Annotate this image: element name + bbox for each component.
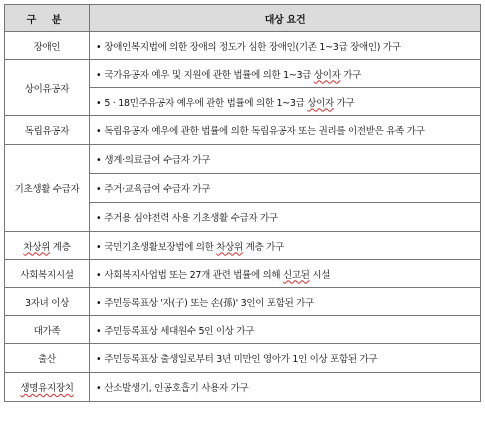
row-description: • 주민등록표상 '자(子) 또는 손(孫)' 3인이 포함된 가구 [90, 288, 481, 316]
row-description: • 주거·교육급여 수급자 가구 [90, 174, 481, 203]
row-description: • 생계·의료급여 수급자 가구 [90, 145, 481, 174]
row-category: 차상위 계층 [5, 232, 90, 260]
table-row [5, 288, 481, 316]
row-description: • 국가유공자 예우 및 지원에 관한 법률에 의한 1~3급 상이자 가구 [90, 60, 481, 88]
header-category: 구 분 [5, 5, 90, 32]
table-row [5, 260, 481, 288]
row-description: • 산소발생기, 인공호흡기 사용자 가구 [90, 373, 481, 402]
table-row [5, 316, 481, 344]
row-description: • 사회복지사업법 또는 27개 관련 법률에 의해 신고된 시설 [90, 260, 481, 288]
row-category: 기초생활 수급자 [5, 145, 90, 232]
row-description: • 주민등록표상 출생일로부터 3년 미만인 영아가 1인 이상 포함된 가구 [90, 344, 481, 373]
row-category: 출산 [5, 344, 90, 373]
table-row [5, 145, 481, 174]
table-row [5, 232, 481, 260]
row-description: • 주거용 심야전력 사용 기초생활 수급자 가구 [90, 203, 481, 232]
header-target: 대상 요건 [90, 5, 481, 32]
table-row [5, 60, 481, 88]
table-row [5, 116, 481, 145]
table-row [5, 32, 481, 60]
row-category: 대가족 [5, 316, 90, 344]
row-category: 독립유공자 [5, 116, 90, 145]
row-category: 장애인 [5, 32, 90, 60]
table-header-row [5, 5, 481, 32]
row-category: 상이유공자 [5, 60, 90, 116]
row-description: • 독립유공자 예우에 관한 법률에 의한 독립유공자 또는 권리를 이전받은 유족 가구 [90, 116, 481, 145]
row-description: • 장애인복지법에 의한 장애의 정도가 심한 장애인(기존 1~3급 장애인) 가구 [90, 32, 481, 60]
row-category: 사회복지시설 [5, 260, 90, 288]
row-category: 3자녀 이상 [5, 288, 90, 316]
row-category: 생명유지장치 [5, 373, 90, 402]
table-row [5, 373, 481, 402]
row-description: • 국민기초생활보장법에 의한 차상위 계층 가구 [90, 232, 481, 260]
eligibility-table [4, 4, 481, 402]
row-description: • 주민등록표상 세대원수 5인 이상 가구 [90, 316, 481, 344]
table-row [5, 344, 481, 373]
row-description: • 5 · 18민주유공자 예우에 관한 법률에 의한 1~3급 상이자 가구 [90, 88, 481, 116]
